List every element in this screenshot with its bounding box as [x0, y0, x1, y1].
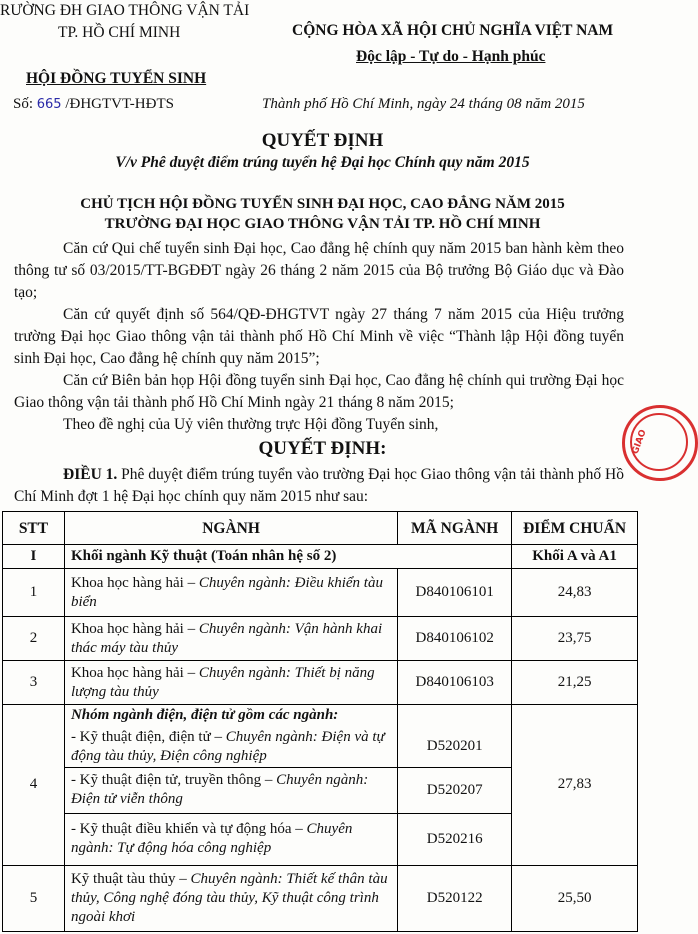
- sub-spec: Chuyên ngành: Tự động hóa công nghiệp: [70, 821, 353, 856]
- row-stt: 5: [3, 865, 65, 931]
- sub-spec: Chuyên ngành: Điện và tự động tàu thủy, Điện công nghiệp: [70, 728, 385, 764]
- council-name: HỘI ĐỒNG TUYỂN SINH: [26, 70, 207, 87]
- document-number: [13, 96, 174, 113]
- sub-ma-nganh: D520201: [398, 727, 512, 768]
- sub-prefix: - Kỹ thuật điều khiển và tự động hóa –: [70, 821, 307, 837]
- admission-score-table: [2, 511, 638, 932]
- table-row: [3, 661, 638, 705]
- nganh-prefix: Kỹ thuật tàu thủy –: [70, 870, 191, 887]
- row-nganh: [64, 569, 397, 617]
- decision-subject: V/v Phê duyệt điểm trúng tuyển hệ Đại học Chính quy năm 2015: [115, 154, 530, 171]
- group-4-ma-empty: [398, 705, 512, 727]
- row-diem: 25,50: [512, 865, 638, 931]
- doc-no-suffix: /ĐHGTVT-HĐTS: [65, 96, 174, 112]
- authority-line-2: TRƯỜNG ĐẠI HỌC GIAO THÔNG VẬN TẢI TP. HỒ CHÍ MINH: [104, 216, 541, 232]
- row-ma-nganh: D840106103: [398, 661, 512, 705]
- sub-ma-nganh: D520216: [398, 813, 512, 865]
- sub-prefix: - Kỹ thuật điện tử, truyền thông –: [70, 772, 277, 788]
- header-ma-nganh: MÃ NGÀNH: [398, 512, 512, 545]
- authority-line-1: CHỦ TỊCH HỘI ĐỒNG TUYỂN SINH ĐẠI HỌC, CAO ĐẲNG NĂM 2015: [80, 196, 565, 212]
- row-stt: 3: [3, 661, 65, 705]
- school-name-line2: TP. HỒ CHÍ MINH: [58, 24, 181, 41]
- basis-paragraph-3: Căn cứ Biên bản họp Hội đồng tuyển sinh Đại học, Cao đẳng hệ chính qui trường Đại học Giao thông vận tải thành phố Hồ Chí Minh ngày 21 tháng 8 năm 2015;: [14, 372, 624, 411]
- sub-nganh: [64, 813, 397, 865]
- row-diem: 24,83: [512, 569, 638, 617]
- header-diem-chuan: ĐIỂM CHUẨN: [512, 512, 638, 545]
- row-stt: 2: [3, 617, 65, 661]
- row-ma-nganh: D840106102: [398, 617, 512, 661]
- basis-paragraph-4: Theo đề nghị của Uỷ viên thường trực Hội đồng Tuyển sinh,: [63, 416, 439, 433]
- row-nganh: [64, 661, 397, 705]
- doc-no-handwritten: 665: [36, 97, 62, 112]
- nganh-spec: Chuyên ngành: Vận hành khai thác máy tàu thủy: [70, 620, 383, 656]
- row-stt: 1: [3, 569, 65, 617]
- motto: Độc lập - Tự do - Hạnh phúc: [356, 48, 546, 65]
- group-name: Khối ngành Kỹ thuật (Toán nhân hệ số 2): [64, 545, 511, 569]
- nganh-prefix: Khoa học hàng hải –: [70, 574, 199, 591]
- group-4-title-row: [3, 705, 638, 727]
- group-block: Khối A và A1: [512, 545, 638, 569]
- table-row: [3, 617, 638, 661]
- decision-title: QUYẾT ĐỊNH: [261, 130, 384, 151]
- table-row: [3, 569, 638, 617]
- header-nganh: NGÀNH: [64, 512, 397, 545]
- row-stt: 4: [3, 705, 65, 866]
- table-row: [3, 865, 638, 931]
- nganh-prefix: Khoa học hàng hải –: [70, 620, 199, 637]
- header-stt: STT: [3, 512, 65, 545]
- decision-heading: QUYẾT ĐỊNH:: [258, 438, 387, 459]
- sub-nganh: [64, 727, 397, 768]
- basis-paragraph-2: Căn cứ quyết định số 564/QĐ-ĐHGTVT ngày 27 tháng 7 năm 2015 của Hiệu trưởng trường Đại học Giao thông vận tải thành phố Hồ Chí Minh về việc “Thành lập Hội đồng tuyển sinh Đại học, Cao đẳng hệ chính quy năm 2015”;: [14, 306, 624, 367]
- nganh-prefix: Khoa học hàng hải –: [70, 664, 199, 681]
- stamp-text: GIAO: [630, 428, 649, 456]
- sub-spec: Chuyên ngành: Điện tử viễn thông: [70, 772, 369, 807]
- sub-prefix: - Kỹ thuật điện, điện tử –: [70, 728, 226, 745]
- country-name: CỘNG HÒA XÃ HỘI CHỦ NGHĨA VIỆT NAM: [292, 22, 614, 39]
- row-diem: 23,75: [512, 617, 638, 661]
- table-header-row: [3, 512, 638, 545]
- row-diem: 27,83: [512, 705, 638, 866]
- nganh-spec: Chuyên ngành: Thiết kế thân tàu thủy, Công nghệ đóng tàu thủy, Kỹ thuật công trình ngoài khơi: [70, 870, 388, 925]
- group-stt: I: [3, 545, 65, 569]
- doc-no-prefix: Số:: [13, 96, 34, 112]
- row-ma-nganh: D840106101: [398, 569, 512, 617]
- row-ma-nganh: D520122: [398, 865, 512, 931]
- row-diem: 21,25: [512, 661, 638, 705]
- nganh-spec: Chuyên ngành: Thiết bị năng lượng tàu thủy: [70, 664, 375, 700]
- article-1-label: ĐIỀU 1.: [63, 466, 118, 483]
- group-4-title: Nhóm ngành điện, điện tử gồm các ngành:: [64, 705, 397, 727]
- row-nganh: [64, 865, 397, 931]
- article-1: [14, 464, 624, 508]
- nganh-spec: Chuyên ngành: Điều khiển tàu biển: [70, 574, 383, 610]
- sub-ma-nganh: D520207: [398, 767, 512, 813]
- group-row: [3, 545, 638, 569]
- basis-paragraph-1: Căn cứ Qui chế tuyển sinh Đại học, Cao đẳng hệ chính quy năm 2015 ban hành kèm theo thông tư số 03/2015/TT-BGĐĐT ngày 26 tháng 2 năm 2015 của Bộ trưởng Bộ Giáo dục và Đào tạo;: [14, 240, 624, 301]
- issue-date: Thành phố Hồ Chí Minh, ngày 24 tháng 08 năm 2015: [262, 96, 585, 112]
- row-nganh: [64, 617, 397, 661]
- school-name-line1: RƯỜNG ĐH GIAO THÔNG VẬN TẢI: [0, 2, 250, 19]
- article-1-text: Phê duyệt điểm trúng tuyển vào trường Đại học Giao thông vận tải thành phố Hồ Chí Minh đợt 1 hệ Đại học chính quy năm 2015 như sau:: [14, 466, 624, 505]
- sub-nganh: [64, 767, 397, 813]
